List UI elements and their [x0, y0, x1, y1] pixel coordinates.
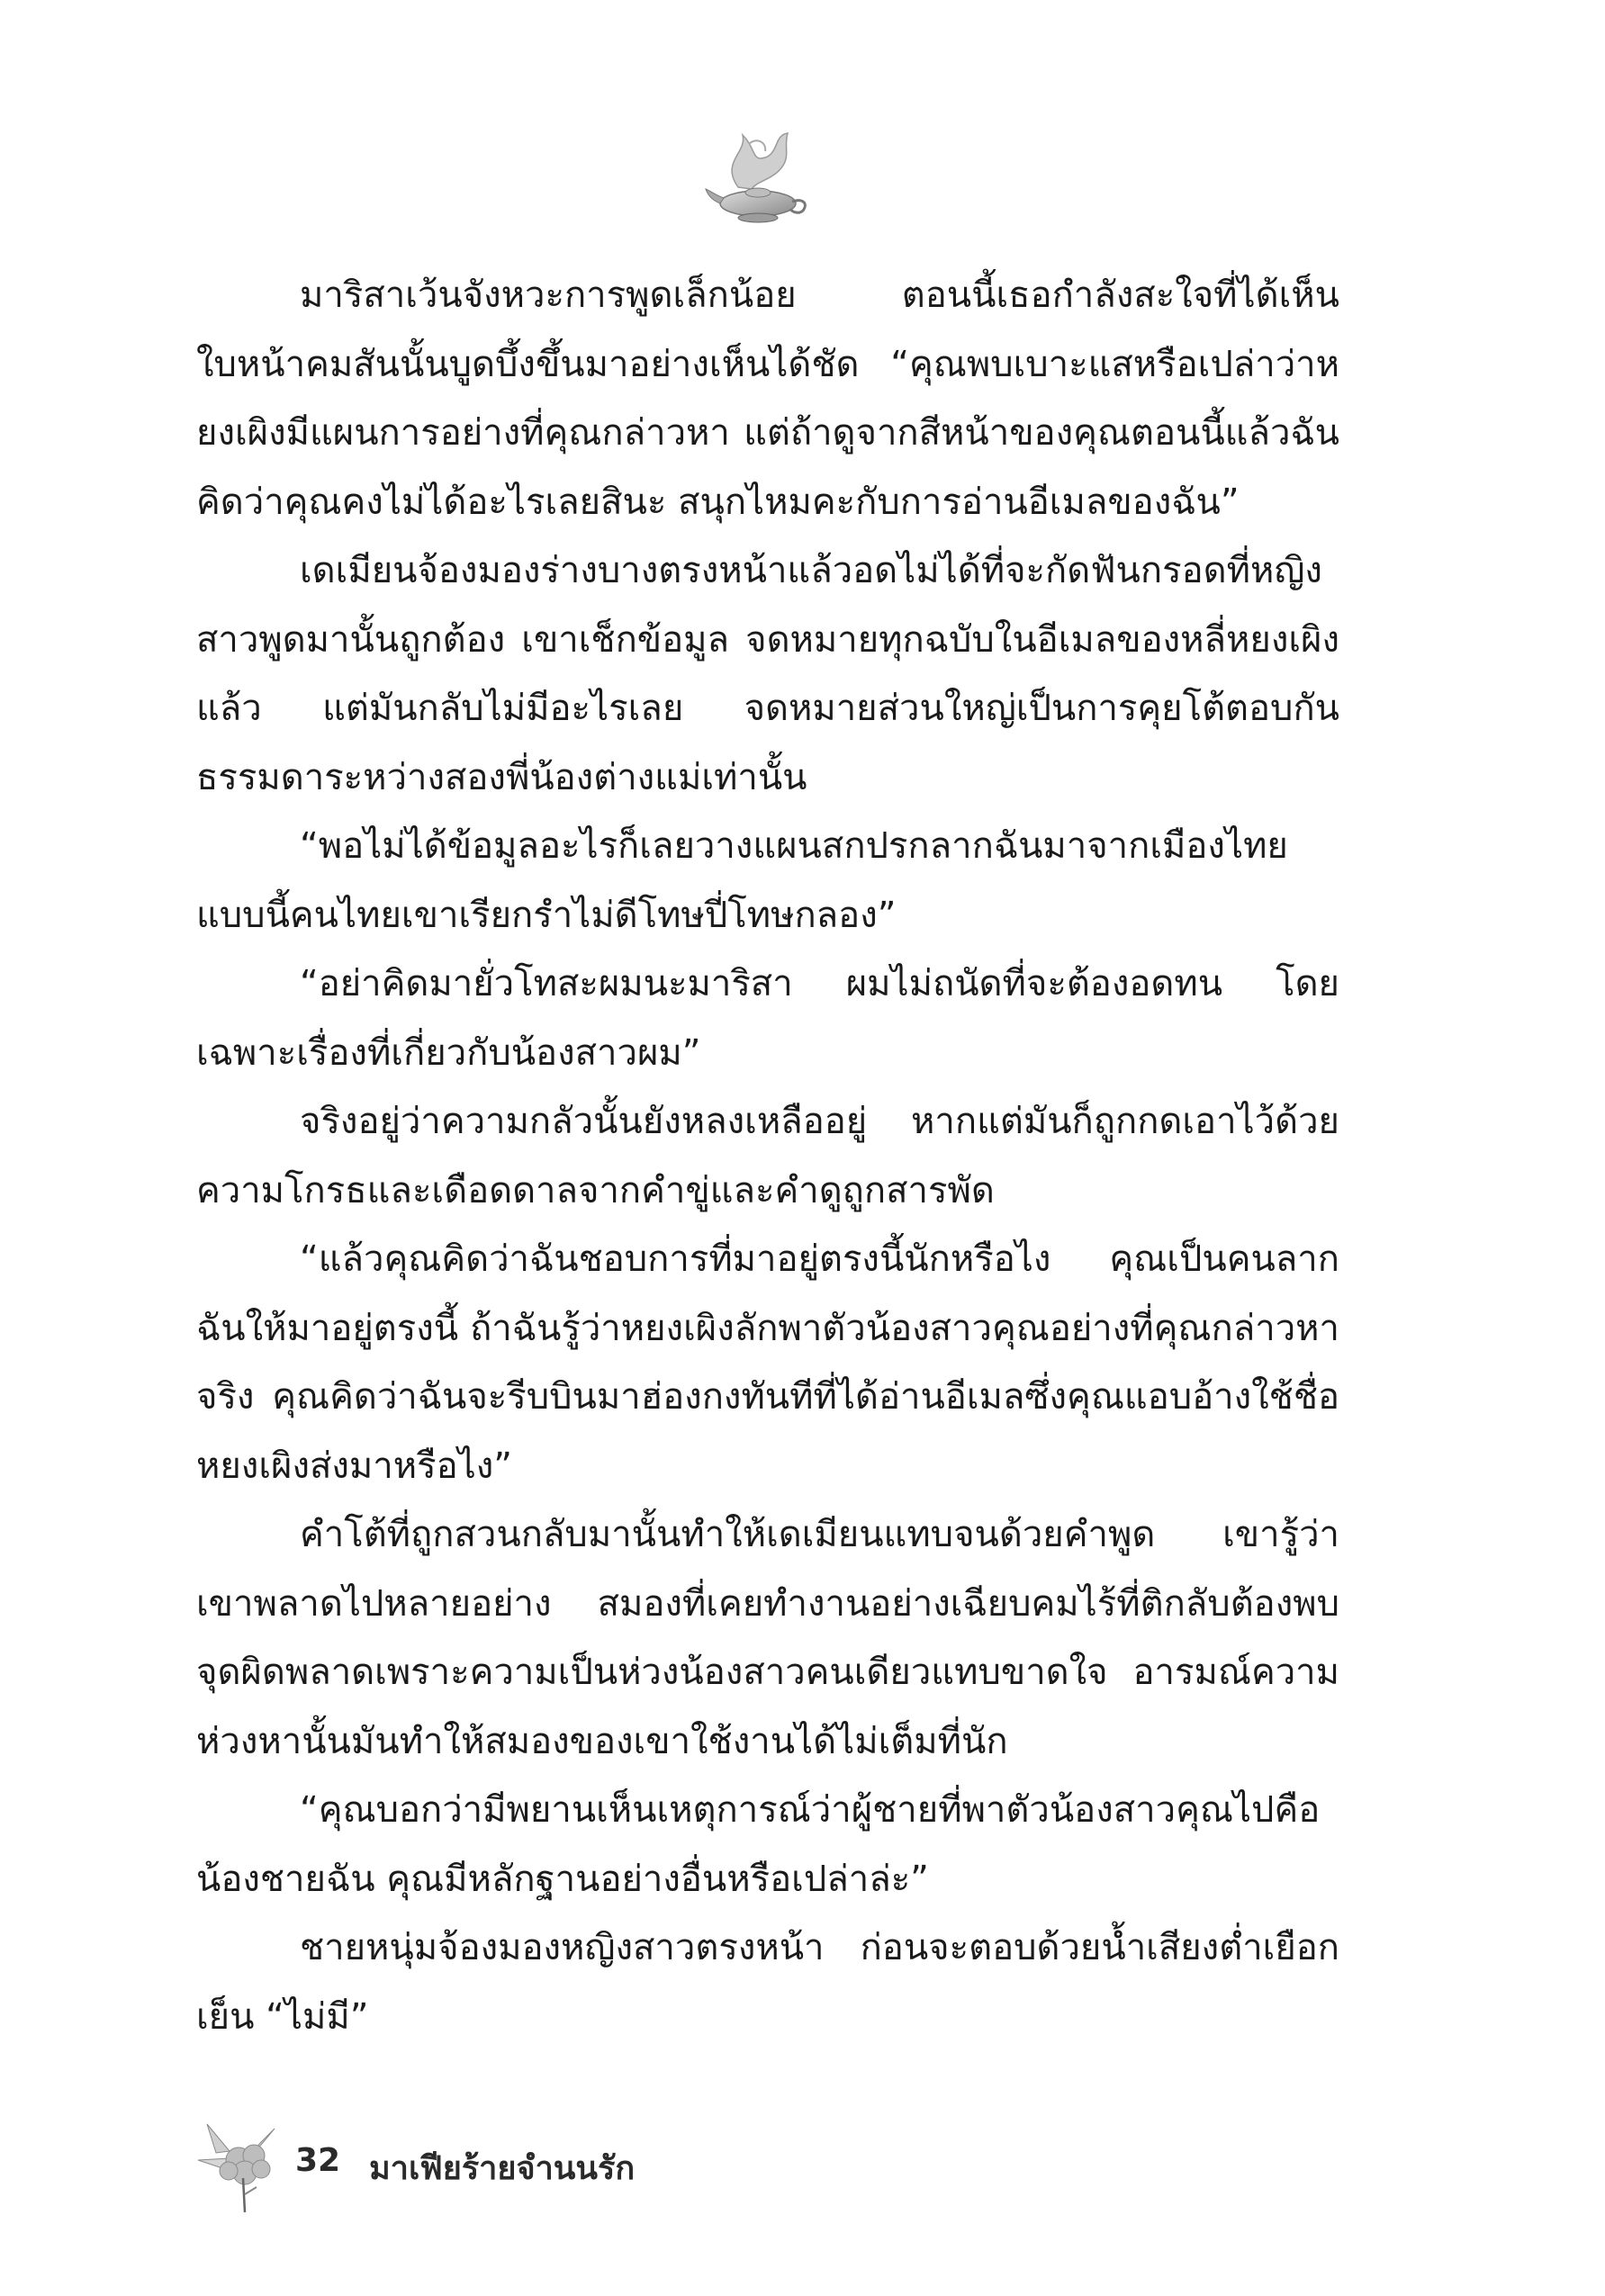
paragraph: “พอไม่ได้ข้อมูลอะไรก็เลยวางแผนสกปรกลากฉันมาจากเมืองไทยแบบนี้คนไทยเขาเรียกรำไม่ดีโทษปี่โทษกลอง”: [196, 825, 1288, 936]
paragraph: “แล้วคุณคิดว่าฉันชอบการที่มาอยู่ตรงนี้นักหรือไง คุณเป็นคนลากฉันให้มาอยู่ตรงนี้ ถ้าฉันรู้ว่าหยงเผิงลักพาตัวน้องสาวคุณอย่างที่คุณกล่าวหาจริง คุณคิดว่าฉันจะรีบบินมาฮ่องกงทันทีที่ได้อ่านอีเมลซึ่งคุณแอบอ้างใช้ชื่อหยงเผิงส่งมาหรือไง”: [196, 1238, 1339, 1487]
paragraph: จริงอยู่ว่าความกลัวนั้นยังหลงเหลืออยู่ หากแต่มันก็ถูกกดเอาไว้ด้วยความโกรธและเดือดดาลจากคำขู่และคำดูถูกสารพัด: [196, 1101, 1339, 1211]
genie-lamp-icon: [702, 117, 819, 234]
page-number: 32: [295, 2142, 341, 2179]
paragraph: “คุณบอกว่ามีพยานเห็นเหตุการณ์ว่าผู้ชายที่พาตัวน้องสาวคุณไปคือน้องชายฉัน คุณมีหลักฐานอย่างอื่นหรือเปล่าล่ะ”: [196, 1789, 1321, 1900]
page-footer: [189, 2106, 819, 2196]
paragraph: คำโต้ที่ถูกสวนกลับมานั้นทำให้เดเมียนแทบจนด้วยคำพูด เขารู้ว่าเขาพลาดไปหลายอย่าง สมองที่เคยทำงานอย่างเฉียบคมไร้ที่ติกลับต้องพบจุดผิดพลาดเพราะความเป็นห่วงน้องสาวคนเดียวแทบขาดใจ อารมณ์ความห่วงหานั้นมันทำให้สมองของเขาใช้งานได้ไม่เต็มที่นัก: [196, 1514, 1339, 1762]
book-title: มาเฟียร้ายจำนนรัก: [369, 2150, 636, 2187]
body-text: [196, 261, 1339, 2051]
paragraph: “อย่าคิดมายั่วโทสะผมนะมาริสา ผมไม่ถนัดที่จะต้องอดทน โดยเฉพาะเรื่องที่เกี่ยวกับน้องสาวผม”: [196, 963, 1339, 1074]
paragraph: เดเมียนจ้องมองร่างบางตรงหน้าแล้วอดไม่ได้ที่จะกัดฟันกรอดที่หญิงสาวพูดมานั้นถูกต้อง เขาเช็กข้อมูล จดหมายทุกฉบับในอีเมลของหลี่หยงเผิงแล้ว แต่มันกลับไม่มีอะไรเลย จดหมายส่วนใหญ่เป็นการคุยโต้ตอบกันธรรมดาระหว่างสองพี่น้องต่างแม่เท่านั้น: [196, 550, 1339, 798]
flower-icon: [189, 2106, 297, 2214]
paragraph: มาริสาเว้นจังหวะการพูดเล็กน้อย ตอนนี้เธอกำลังสะใจที่ได้เห็นใบหน้าคมสันนั้นบูดบึ้งขึ้นมาอย่างเห็นได้ชัด “คุณพบเบาะแสหรือเปล่าว่าหยงเผิงมีแผนการอย่างที่คุณกล่าวหา แต่ถ้าดูจากสีหน้าของคุณตอนนี้แล้วฉันคิดว่าคุณคงไม่ได้อะไรเลยสินะ สนุกไหมคะกับการอ่านอีเมลของฉัน”: [196, 275, 1339, 523]
paragraph: ชายหนุ่มจ้องมองหญิงสาวตรงหน้า ก่อนจะตอบด้วยน้ำเสียงต่ำเยือกเย็น “ไม่มี”: [196, 1927, 1339, 2038]
